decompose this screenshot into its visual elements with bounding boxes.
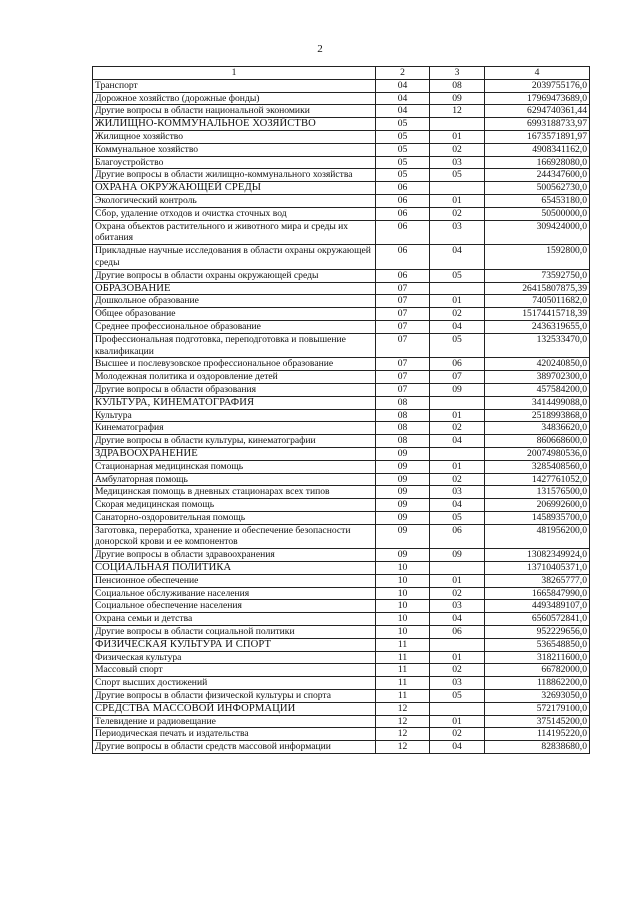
- cell-section-code: 10: [376, 626, 430, 639]
- cell-section-code: 08: [376, 435, 430, 448]
- cell-section-code: 11: [376, 664, 430, 677]
- cell-amount: 73592750,0: [485, 269, 590, 282]
- cell-subsection-code: 03: [430, 486, 485, 499]
- cell-amount: 50500000,0: [485, 207, 590, 220]
- cell-name: Другие вопросы в области средств массовой информации: [93, 741, 376, 754]
- cell-amount: 1665847990,0: [485, 587, 590, 600]
- cell-amount: 1427761052,0: [485, 473, 590, 486]
- cell-section-code: 12: [376, 702, 430, 715]
- cell-amount: 17969473689,0: [485, 92, 590, 105]
- table-row: [93, 511, 590, 524]
- cell-amount: 131576500,0: [485, 486, 590, 499]
- cell-subsection-code: 02: [430, 728, 485, 741]
- section-row: [93, 118, 590, 131]
- cell-name: Заготовка, переработка, хранение и обеспечение безопасности донорской крови и ее компонентов: [93, 524, 376, 549]
- cell-subsection-code: 05: [430, 169, 485, 182]
- table-row: [93, 486, 590, 499]
- cell-name: Транспорт: [93, 79, 376, 92]
- cell-name: Сбор, удаление отходов и очистка сточных вод: [93, 207, 376, 220]
- cell-section-code: 10: [376, 562, 430, 575]
- table-row: [93, 587, 590, 600]
- budget-table-body: [93, 67, 590, 754]
- cell-subsection-code: [430, 638, 485, 651]
- cell-name: Жилищное хозяйство: [93, 130, 376, 143]
- table-row: [93, 651, 590, 664]
- cell-subsection-code: 04: [430, 741, 485, 754]
- cell-amount: 15174415718,39: [485, 308, 590, 321]
- table-row: [93, 130, 590, 143]
- cell-section-code: 04: [376, 105, 430, 118]
- cell-name: КУЛЬТУРА, КИНЕМАТОГРАФИЯ: [93, 396, 376, 409]
- cell-subsection-code: 02: [430, 473, 485, 486]
- section-row: [93, 562, 590, 575]
- cell-name: Прикладные научные исследования в области охраны окружающей среды: [93, 245, 376, 270]
- cell-subsection-code: 06: [430, 626, 485, 639]
- cell-subsection-code: 06: [430, 524, 485, 549]
- cell-section-code: 07: [376, 295, 430, 308]
- cell-section-code: 11: [376, 638, 430, 651]
- cell-amount: 65453180,0: [485, 194, 590, 207]
- table-row: [93, 333, 590, 358]
- cell-amount: 1458935700,0: [485, 511, 590, 524]
- cell-name: ЗДРАВООХРАНЕНИЕ: [93, 447, 376, 460]
- table-row: [93, 269, 590, 282]
- table-row: [93, 460, 590, 473]
- cell-name: Высшее и послевузовское профессиональное образование: [93, 358, 376, 371]
- cell-name: Экологический контроль: [93, 194, 376, 207]
- cell-name: СОЦИАЛЬНАЯ ПОЛИТИКА: [93, 562, 376, 575]
- cell-amount: 375145200,0: [485, 715, 590, 728]
- cell-name: Профессиональная подготовка, переподготовка и повышение квалификации: [93, 333, 376, 358]
- budget-table: [92, 66, 590, 754]
- cell-section-code: 09: [376, 460, 430, 473]
- section-row: [93, 282, 590, 295]
- cell-subsection-code: 05: [430, 511, 485, 524]
- table-row: [93, 79, 590, 92]
- cell-subsection-code: 04: [430, 245, 485, 270]
- cell-amount: 1673571891,97: [485, 130, 590, 143]
- cell-name: ОХРАНА ОКРУЖАЮЩЕЙ СРЕДЫ: [93, 182, 376, 195]
- cell-subsection-code: 03: [430, 156, 485, 169]
- cell-amount: 318211600,0: [485, 651, 590, 664]
- cell-section-code: 05: [376, 143, 430, 156]
- cell-section-code: 05: [376, 118, 430, 131]
- table-row: [93, 435, 590, 448]
- table-row: [93, 207, 590, 220]
- cell-name: Коммунальное хозяйство: [93, 143, 376, 156]
- table-row: [93, 358, 590, 371]
- table-row: [93, 383, 590, 396]
- cell-subsection-code: 02: [430, 422, 485, 435]
- cell-subsection-code: 08: [430, 79, 485, 92]
- header-cell-subsection: 3: [430, 67, 485, 80]
- cell-subsection-code: 02: [430, 143, 485, 156]
- cell-name: Скорая медицинская помощь: [93, 499, 376, 512]
- cell-section-code: 06: [376, 245, 430, 270]
- cell-subsection-code: 09: [430, 549, 485, 562]
- cell-amount: 2518993868,0: [485, 409, 590, 422]
- table-row: [93, 409, 590, 422]
- cell-amount: 3285408560,0: [485, 460, 590, 473]
- cell-section-code: 10: [376, 613, 430, 626]
- cell-name: Охрана семьи и детства: [93, 613, 376, 626]
- cell-name: Социальное обслуживание населения: [93, 587, 376, 600]
- cell-amount: 3414499088,0: [485, 396, 590, 409]
- section-row: [93, 702, 590, 715]
- table-row: [93, 549, 590, 562]
- table-row: [93, 169, 590, 182]
- cell-subsection-code: 02: [430, 308, 485, 321]
- cell-subsection-code: 04: [430, 499, 485, 512]
- cell-amount: 536548850,0: [485, 638, 590, 651]
- header-cell-amount: 4: [485, 67, 590, 80]
- table-row: [93, 690, 590, 703]
- table-row: [93, 613, 590, 626]
- cell-name: Благоустройство: [93, 156, 376, 169]
- table-row: [93, 626, 590, 639]
- cell-amount: 34836620,0: [485, 422, 590, 435]
- table-row: [93, 664, 590, 677]
- cell-subsection-code: [430, 447, 485, 460]
- section-row: [93, 447, 590, 460]
- cell-section-code: 07: [376, 320, 430, 333]
- cell-section-code: 11: [376, 690, 430, 703]
- cell-section-code: 07: [376, 282, 430, 295]
- cell-section-code: 11: [376, 651, 430, 664]
- section-row: [93, 396, 590, 409]
- cell-name: Спорт высших достижений: [93, 677, 376, 690]
- cell-subsection-code: 01: [430, 130, 485, 143]
- cell-section-code: 05: [376, 130, 430, 143]
- cell-subsection-code: 03: [430, 600, 485, 613]
- cell-name: Другие вопросы в области образования: [93, 383, 376, 396]
- cell-name: Другие вопросы в области культуры, кинематографии: [93, 435, 376, 448]
- cell-subsection-code: 07: [430, 371, 485, 384]
- cell-subsection-code: 02: [430, 664, 485, 677]
- table-row: [93, 194, 590, 207]
- cell-subsection-code: 01: [430, 715, 485, 728]
- cell-amount: 20074980536,0: [485, 447, 590, 460]
- cell-name: Периодическая печать и издательства: [93, 728, 376, 741]
- cell-name: СРЕДСТВА МАССОВОЙ ИНФОРМАЦИИ: [93, 702, 376, 715]
- table-row: [93, 245, 590, 270]
- cell-section-code: 09: [376, 549, 430, 562]
- cell-name: ОБРАЗОВАНИЕ: [93, 282, 376, 295]
- table-row: [93, 524, 590, 549]
- cell-section-code: 07: [376, 308, 430, 321]
- cell-amount: 6560572841,0: [485, 613, 590, 626]
- cell-name: Охрана объектов растительного и животного мира и среды их обитания: [93, 220, 376, 245]
- cell-name: Общее образование: [93, 308, 376, 321]
- cell-amount: 500562730,0: [485, 182, 590, 195]
- cell-name: Амбулаторная помощь: [93, 473, 376, 486]
- cell-section-code: 06: [376, 207, 430, 220]
- cell-subsection-code: [430, 118, 485, 131]
- cell-subsection-code: 05: [430, 269, 485, 282]
- cell-name: Другие вопросы в области охраны окружающей среды: [93, 269, 376, 282]
- cell-amount: 114195220,0: [485, 728, 590, 741]
- cell-subsection-code: 01: [430, 295, 485, 308]
- cell-name: Телевидение и радиовещание: [93, 715, 376, 728]
- cell-section-code: 07: [376, 383, 430, 396]
- cell-amount: 7405011682,0: [485, 295, 590, 308]
- cell-amount: 389702300,0: [485, 371, 590, 384]
- cell-subsection-code: 03: [430, 220, 485, 245]
- cell-section-code: 04: [376, 79, 430, 92]
- cell-subsection-code: 03: [430, 677, 485, 690]
- table-row: [93, 677, 590, 690]
- table-row: [93, 295, 590, 308]
- table-row: [93, 728, 590, 741]
- cell-section-code: 09: [376, 486, 430, 499]
- cell-section-code: 06: [376, 182, 430, 195]
- cell-section-code: 12: [376, 728, 430, 741]
- cell-subsection-code: 01: [430, 651, 485, 664]
- cell-amount: 38265777,0: [485, 574, 590, 587]
- cell-amount: 132533470,0: [485, 333, 590, 358]
- table-row: [93, 600, 590, 613]
- cell-amount: 4493489107,0: [485, 600, 590, 613]
- cell-subsection-code: 02: [430, 587, 485, 600]
- cell-section-code: 07: [376, 333, 430, 358]
- cell-name: Санаторно-оздоровительная помощь: [93, 511, 376, 524]
- cell-name: Другие вопросы в области жилищно-коммунального хозяйства: [93, 169, 376, 182]
- cell-section-code: 12: [376, 715, 430, 728]
- cell-section-code: 09: [376, 473, 430, 486]
- table-row: [93, 473, 590, 486]
- cell-section-code: 09: [376, 511, 430, 524]
- cell-name: Пенсионное обеспечение: [93, 574, 376, 587]
- cell-amount: 2436319655,0: [485, 320, 590, 333]
- page-number: 2: [317, 43, 323, 55]
- cell-section-code: 06: [376, 194, 430, 207]
- cell-subsection-code: [430, 282, 485, 295]
- cell-subsection-code: [430, 396, 485, 409]
- cell-name: Массовый спорт: [93, 664, 376, 677]
- cell-amount: 420240850,0: [485, 358, 590, 371]
- cell-amount: 166928080,0: [485, 156, 590, 169]
- cell-subsection-code: 01: [430, 194, 485, 207]
- cell-amount: 4908341162,0: [485, 143, 590, 156]
- cell-amount: 952229656,0: [485, 626, 590, 639]
- cell-name: Социальное обеспечение населения: [93, 600, 376, 613]
- cell-name: Другие вопросы в области здравоохранения: [93, 549, 376, 562]
- table-row: [93, 715, 590, 728]
- header-cell-section: 2: [376, 67, 430, 80]
- cell-amount: 572179100,0: [485, 702, 590, 715]
- cell-amount: 206992600,0: [485, 499, 590, 512]
- cell-amount: 26415807875,39: [485, 282, 590, 295]
- table-row: [93, 105, 590, 118]
- header-cell-name: 1: [93, 67, 376, 80]
- cell-amount: 118862200,0: [485, 677, 590, 690]
- cell-subsection-code: [430, 702, 485, 715]
- table-row: [93, 371, 590, 384]
- cell-amount: 32693050,0: [485, 690, 590, 703]
- table-row: [93, 143, 590, 156]
- cell-amount: 66782000,0: [485, 664, 590, 677]
- cell-subsection-code: 01: [430, 574, 485, 587]
- section-row: [93, 638, 590, 651]
- cell-section-code: 08: [376, 396, 430, 409]
- cell-subsection-code: 05: [430, 690, 485, 703]
- cell-subsection-code: 04: [430, 613, 485, 626]
- cell-section-code: 07: [376, 371, 430, 384]
- cell-name: Стационарная медицинская помощь: [93, 460, 376, 473]
- cell-amount: 481956200,0: [485, 524, 590, 549]
- cell-section-code: 10: [376, 574, 430, 587]
- cell-amount: 82838680,0: [485, 741, 590, 754]
- cell-subsection-code: 02: [430, 207, 485, 220]
- cell-name: Медицинская помощь в дневных стационарах всех типов: [93, 486, 376, 499]
- cell-subsection-code: [430, 562, 485, 575]
- cell-section-code: 05: [376, 156, 430, 169]
- cell-name: Культура: [93, 409, 376, 422]
- cell-subsection-code: 04: [430, 435, 485, 448]
- table-row: [93, 741, 590, 754]
- cell-section-code: 05: [376, 169, 430, 182]
- cell-amount: 13710405371,0: [485, 562, 590, 575]
- cell-section-code: 09: [376, 499, 430, 512]
- table-header-row: [93, 67, 590, 80]
- cell-name: Другие вопросы в области национальной экономики: [93, 105, 376, 118]
- cell-subsection-code: 09: [430, 92, 485, 105]
- cell-name: Физическая культура: [93, 651, 376, 664]
- cell-amount: 457584200,0: [485, 383, 590, 396]
- cell-section-code: 06: [376, 220, 430, 245]
- cell-name: Другие вопросы в области физической культуры и спорта: [93, 690, 376, 703]
- cell-name: ФИЗИЧЕСКАЯ КУЛЬТУРА И СПОРТ: [93, 638, 376, 651]
- cell-name: Другие вопросы в области социальной политики: [93, 626, 376, 639]
- cell-subsection-code: 12: [430, 105, 485, 118]
- cell-amount: 860668600,0: [485, 435, 590, 448]
- cell-subsection-code: 06: [430, 358, 485, 371]
- cell-amount: 1592800,0: [485, 245, 590, 270]
- cell-amount: 6294740361,44: [485, 105, 590, 118]
- cell-subsection-code: 04: [430, 320, 485, 333]
- section-row: [93, 182, 590, 195]
- cell-section-code: 08: [376, 422, 430, 435]
- cell-section-code: 12: [376, 741, 430, 754]
- cell-subsection-code: 01: [430, 460, 485, 473]
- cell-subsection-code: 05: [430, 333, 485, 358]
- cell-amount: 2039755176,0: [485, 79, 590, 92]
- cell-subsection-code: 09: [430, 383, 485, 396]
- cell-amount: 13082349924,0: [485, 549, 590, 562]
- table-row: [93, 422, 590, 435]
- cell-name: ЖИЛИЩНО-КОММУНАЛЬНОЕ ХОЗЯЙСТВО: [93, 118, 376, 131]
- cell-amount: 309424000,0: [485, 220, 590, 245]
- cell-section-code: 06: [376, 269, 430, 282]
- table-row: [93, 308, 590, 321]
- cell-section-code: 09: [376, 447, 430, 460]
- cell-name: Среднее профессиональное образование: [93, 320, 376, 333]
- table-row: [93, 320, 590, 333]
- cell-section-code: 10: [376, 600, 430, 613]
- cell-section-code: 10: [376, 587, 430, 600]
- cell-subsection-code: 01: [430, 409, 485, 422]
- cell-name: Дошкольное образование: [93, 295, 376, 308]
- table-row: [93, 499, 590, 512]
- cell-section-code: 09: [376, 524, 430, 549]
- cell-name: Дорожное хозяйство (дорожные фонды): [93, 92, 376, 105]
- cell-section-code: 04: [376, 92, 430, 105]
- table-row: [93, 92, 590, 105]
- cell-section-code: 11: [376, 677, 430, 690]
- cell-section-code: 08: [376, 409, 430, 422]
- table-row: [93, 574, 590, 587]
- table-row: [93, 156, 590, 169]
- cell-section-code: 07: [376, 358, 430, 371]
- cell-amount: 6993188733,97: [485, 118, 590, 131]
- cell-name: Кинематография: [93, 422, 376, 435]
- cell-name: Молодежная политика и оздоровление детей: [93, 371, 376, 384]
- cell-amount: 244347600,0: [485, 169, 590, 182]
- cell-subsection-code: [430, 182, 485, 195]
- table-row: [93, 220, 590, 245]
